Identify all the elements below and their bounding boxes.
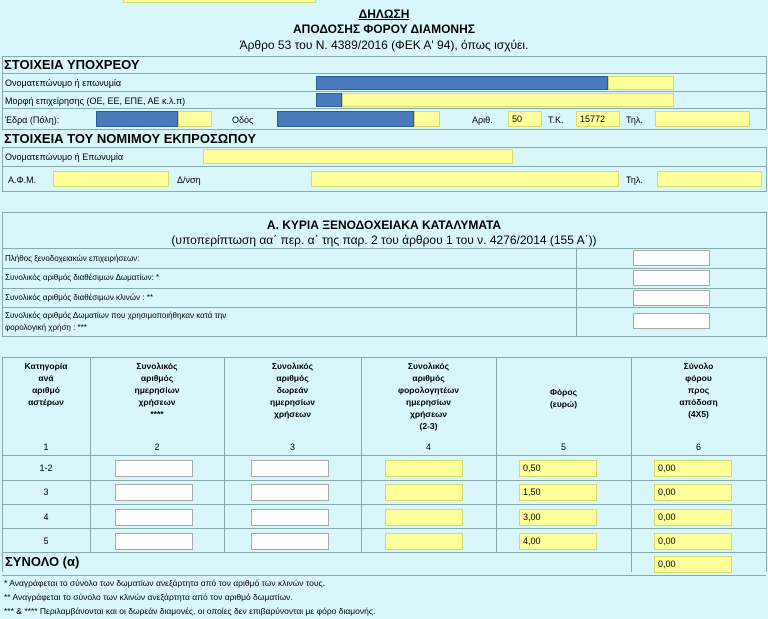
seat-city-input-ext[interactable]: [178, 111, 212, 127]
used-rooms-label: Συνολικός αριθμός Δωματίων που χρησιμοποιήθηκαν κατά την: [5, 311, 227, 320]
rep-phone-label: Τηλ.: [626, 175, 643, 185]
rooms-label: Συνολικός αριθμός διαθέσιμων Δωματίων: *: [5, 273, 160, 282]
col-header-taxable-uses: Συνολικός αριθμός φορολογητέων ημερησίων χρήσεων (2-3): [398, 361, 459, 431]
postcode-input[interactable]: 15772: [576, 111, 620, 127]
afm-label: Α.Φ.Μ.: [8, 175, 37, 185]
business-form-input[interactable]: [316, 93, 342, 107]
taxable-uses-field: [385, 484, 463, 501]
phone-input[interactable]: [655, 111, 750, 127]
col-header-total-tax: Σύνολο φόρου προς απόδοση (4X5): [679, 361, 718, 419]
taxable-uses-field: [385, 509, 463, 526]
used-rooms-label-2: φορολογική χρήση : ***: [5, 323, 87, 332]
col-header-category: Κατηγορία ανά αριθμό αστέρων: [24, 361, 68, 407]
col-number: 6: [695, 442, 701, 452]
obligor-name-label: Ονοματεπώνυμο ή επωνυμία: [5, 78, 122, 88]
free-uses-input[interactable]: [251, 509, 329, 526]
col-header-total-uses: Συνολικός αριθμός ημερησίων χρήσεων ****: [134, 361, 180, 419]
free-uses-input[interactable]: [251, 484, 329, 501]
rep-phone-input[interactable]: [657, 171, 762, 187]
obligor-section-title: ΣΤΟΙΧΕΙΑ ΥΠΟΧΡΕΟΥ: [4, 57, 140, 72]
row-category: 4: [43, 512, 49, 522]
street-input[interactable]: [277, 111, 414, 127]
col-number: 5: [560, 442, 566, 452]
total-uses-input[interactable]: [115, 509, 193, 526]
postcode-label: Τ.Κ.: [548, 115, 564, 125]
footnote-2: ** Αναγράφεται το σύνολο των κλινών ανεξάρτητα από τον αριθμό δωματίων.: [4, 592, 293, 602]
address-input[interactable]: [311, 171, 619, 187]
taxable-uses-field: [385, 533, 463, 550]
hotel-count-label: Πλήθος ξενοδοχειακών επιχειρήσεων:: [5, 254, 140, 263]
obligor-name-input[interactable]: [316, 76, 608, 90]
tax-rate-field: 3,00: [519, 509, 597, 526]
row-category: 3: [43, 487, 49, 497]
free-uses-input[interactable]: [251, 460, 329, 477]
afm-input[interactable]: [53, 171, 169, 187]
law-reference: Άρθρο 53 του Ν. 4389/2016 (ΦΕΚ Α' 94), όπως ισχύει.: [239, 38, 529, 52]
rep-name-input[interactable]: [203, 149, 513, 164]
total-uses-input[interactable]: [115, 460, 193, 477]
sum-label: ΣΥΝΟΛΟ (α): [5, 554, 80, 569]
total-tax-field: 0,00: [654, 533, 732, 550]
col-number: 2: [154, 442, 160, 452]
col-header-free-uses: Συνολικός αριθμός δωρεάν ημερησίων χρήσεων: [270, 361, 315, 419]
beds-input[interactable]: [633, 290, 710, 306]
page-title: ΔΗΛΩΣΗ: [358, 7, 410, 21]
tax-rate-field: 4,00: [519, 533, 597, 550]
beds-label: Συνολικός αριθμός διαθέσιμων κλινών : **: [5, 293, 153, 302]
taxable-uses-field: [385, 460, 463, 477]
hotel-count-input[interactable]: [633, 250, 710, 266]
col-number: 1: [43, 442, 49, 452]
address-label: Δ/νση: [177, 175, 201, 185]
business-form-label: Μορφή επιχείρησης (ΟΕ, ΕΕ, ΕΠΕ, ΑΕ κ.λ.π): [5, 96, 186, 106]
total-uses-input[interactable]: [115, 484, 193, 501]
sum-total-field: 0,00: [654, 556, 732, 573]
number-input[interactable]: 50: [508, 111, 542, 127]
representative-section-title: ΣΤΟΙΧΕΙΑ ΤΟΥ ΝΟΜΙΜΟΥ ΕΚΠΡΟΣΩΠΟΥ: [4, 131, 256, 146]
free-uses-input[interactable]: [251, 533, 329, 550]
total-uses-input[interactable]: [115, 533, 193, 550]
page-subtitle: ΑΠΟΔΟΣΗΣ ΦΟΡΟΥ ΔΙΑΜΟΝΗΣ: [293, 22, 475, 36]
total-tax-field: 0,00: [654, 509, 732, 526]
col-header-tax: Φόρος (ευρώ): [549, 387, 578, 409]
used-rooms-input[interactable]: [633, 313, 710, 329]
tax-rate-field: 0,50: [519, 460, 597, 477]
footnote-1: * Αναγράφεται το σύνολο των δωματίων ανεξάρτητα από τον αριθμό των κλινών τους.: [4, 578, 325, 588]
seat-label: Έδρα (Πόλη):: [5, 115, 60, 125]
footnote-3: *** & **** Περιλαμβάνονται και οι δωρεάν διαμονές, οι οποίες δεν επιβαρύνονται με φόρο διαμονής.: [4, 606, 376, 616]
phone-label: Τηλ.: [626, 115, 643, 125]
obligor-name-input-ext[interactable]: [608, 76, 674, 90]
col-number: 4: [425, 442, 431, 452]
rooms-input[interactable]: [633, 270, 710, 286]
section-a-title: Α. ΚΥΡΙΑ ΞΕΝΟΔΟΧΕΙΑΚΑ ΚΑΤΑΛΥΜΑΤΑ: [266, 218, 502, 232]
street-input-ext[interactable]: [414, 111, 440, 127]
total-tax-field: 0,00: [654, 460, 732, 477]
street-label: Οδός: [232, 115, 254, 125]
tax-rate-field: 1,50: [519, 484, 597, 501]
col-number: 3: [289, 442, 295, 452]
section-a-subtitle: (υποπερίπτωση αα΄ περ. α΄ της παρ. 2 του άρθρου 1 του ν. 4276/2014 (155 Α΄)): [171, 233, 597, 247]
rep-name-label: Ονοματεπώνυμο ή Επωνυμία: [5, 152, 124, 162]
business-form-input-ext[interactable]: [342, 93, 674, 107]
number-label: Αριθ.: [472, 115, 493, 125]
row-category: 1-2: [39, 463, 53, 473]
row-category: 5: [43, 536, 49, 546]
total-tax-field: 0,00: [654, 484, 732, 501]
top-input-strip[interactable]: [123, 0, 316, 3]
seat-city-input[interactable]: [96, 111, 178, 127]
